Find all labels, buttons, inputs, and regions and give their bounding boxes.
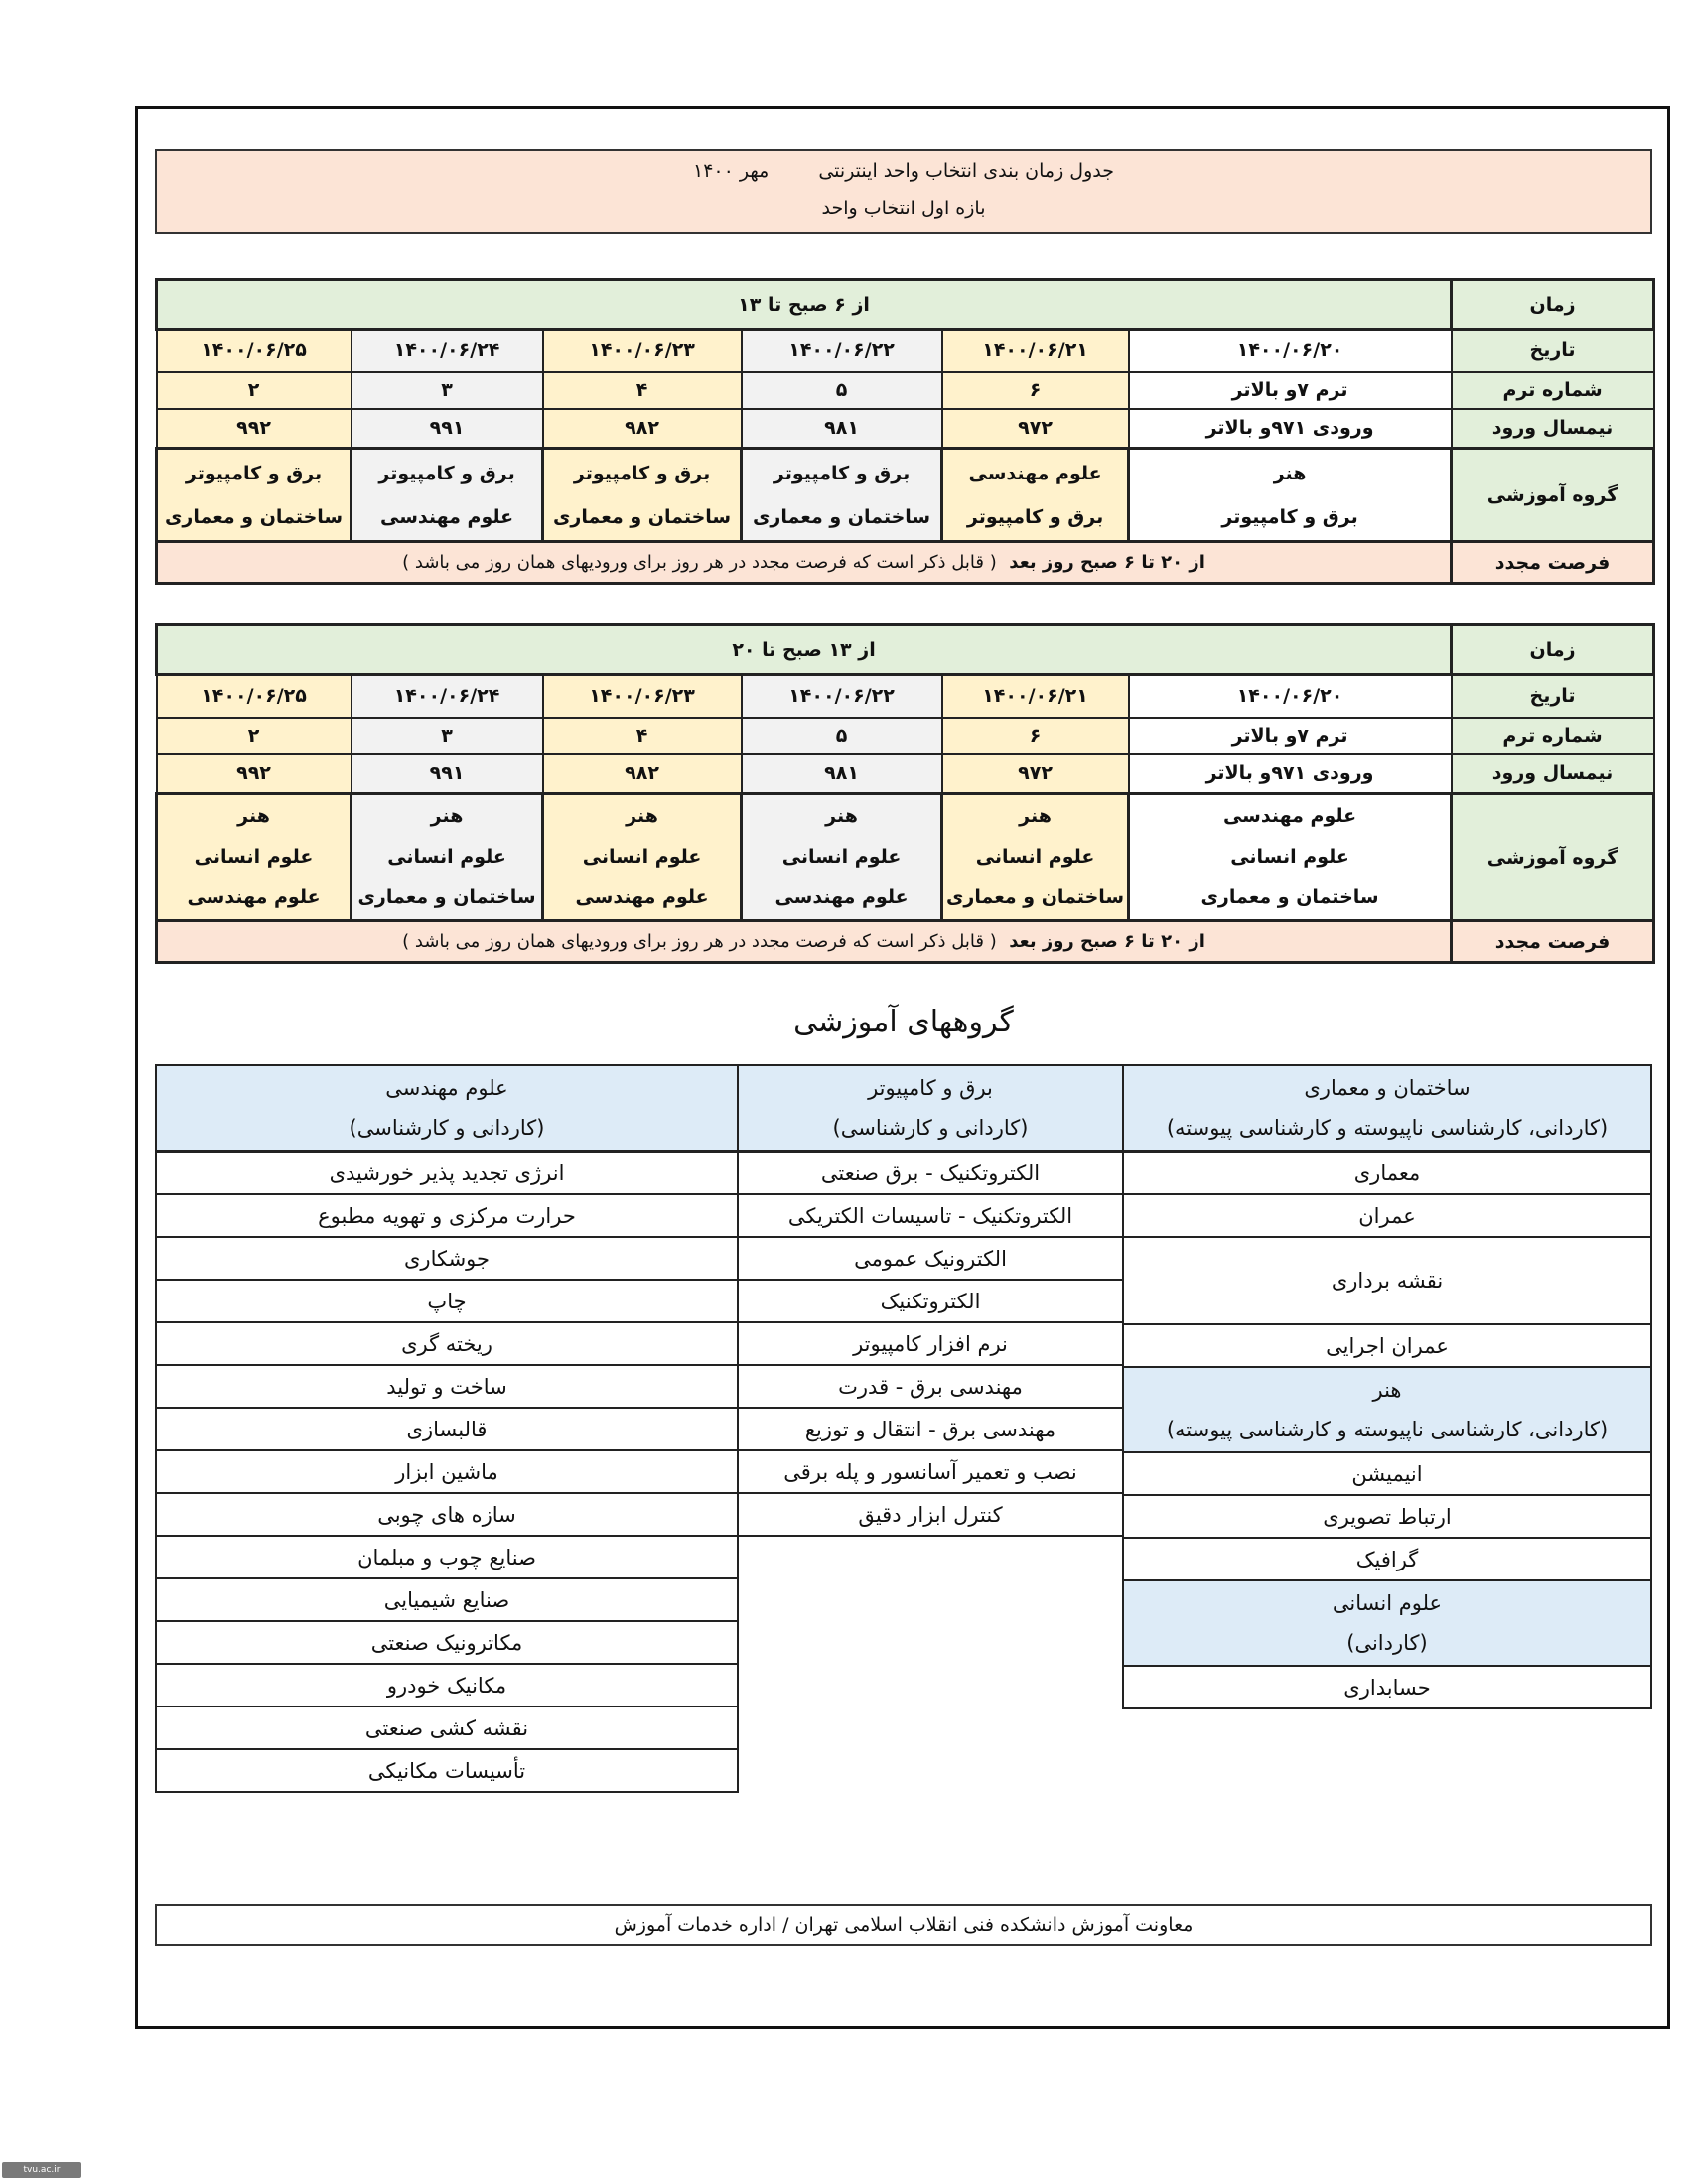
list-item: معماری (1123, 1152, 1651, 1195)
group-cell: علوم مهندسی برق و کامپیوتر (942, 449, 1129, 542)
groups-column-construction (1122, 1064, 1652, 1709)
list-item: چاپ (156, 1280, 738, 1322)
group-cell: برق و کامپیوتر ساختمان و معماری (543, 449, 742, 542)
date-cell: ۱۴۰۰/۰۶/۲۴ (352, 330, 543, 372)
list-item: ساخت و تولید (156, 1365, 738, 1408)
entry-cell: ۹۷۲ (942, 409, 1129, 449)
entry-cell: ورودی ۹۷۱و بالاتر (1129, 409, 1452, 449)
group-header: علوم مهندسی (کاردانی و کارشناسی) (156, 1065, 738, 1152)
list-item: ارتباط تصویری (1123, 1495, 1651, 1538)
label-retry: فرصت مجدد (1452, 542, 1654, 584)
group-header: هنر (کاردانی، کارشناسی ناپیوسته و کارشناسی پیوسته) (1123, 1367, 1651, 1452)
entry-cell: ۹۹۲ (157, 754, 352, 794)
group-cell: برق و کامپیوتر ساختمان و معماری (742, 449, 942, 542)
list-item: حسابداری (1123, 1666, 1651, 1708)
list-item: گرافیک (1123, 1538, 1651, 1580)
label-date: تاریخ (1452, 330, 1654, 372)
term-cell: ترم ۷و بالاتر (1129, 372, 1452, 409)
group-cell: هنر برق و کامپیوتر (1129, 449, 1452, 542)
label-time: زمان (1452, 625, 1654, 675)
list-item: انیمیشن (1123, 1452, 1651, 1495)
term-cell: ۴ (543, 372, 742, 409)
list-item: الکتروتکنیک - تاسیسات الکتریکی (738, 1194, 1123, 1237)
entry-cell: ۹۹۲ (157, 409, 352, 449)
date-cell: ۱۴۰۰/۰۶/۲۱ (942, 330, 1129, 372)
entry-cell: ۹۹۱ (352, 409, 543, 449)
entry-cell: ۹۸۲ (543, 754, 742, 794)
entry-cell: ورودی ۹۷۱و بالاتر (1129, 754, 1452, 794)
header-date: مهر ۱۴۰۰ (693, 160, 770, 182)
label-time: زمان (1452, 280, 1654, 330)
list-item: مهندسی برق - انتقال و توزیع (738, 1408, 1123, 1450)
footer-box (155, 1904, 1652, 1946)
retry-text: از ۲۰ تا ۶ صبح روز بعد ( قابل ذکر است که فرصت مجدد در هر روز برای ورودیهای همان روز می باشد ) (157, 542, 1452, 584)
date-cell: ۱۴۰۰/۰۶/۲۱ (942, 675, 1129, 718)
term-cell: ۳ (352, 372, 543, 409)
group-cell: هنر علوم انسانی علوم مهندسی (742, 794, 942, 921)
groups-column-electrical (737, 1064, 1124, 1537)
list-item: الکتروتکنیک (738, 1280, 1123, 1322)
term-cell: ۲ (157, 372, 352, 409)
label-entry: نیمسال ورود (1452, 409, 1654, 449)
label-group: گروه آموزشی (1452, 794, 1654, 921)
label-term: شماره ترم (1452, 718, 1654, 754)
date-cell: ۱۴۰۰/۰۶/۲۲ (742, 675, 942, 718)
list-item: ماشین ابزار (156, 1450, 738, 1493)
list-item: نقشه برداری (1123, 1237, 1651, 1324)
groups-title: گروههای آموزشی (793, 1005, 1014, 1039)
list-item: مکاترونیک صنعتی (156, 1621, 738, 1664)
group-cell: برق و کامپیوتر علوم مهندسی (352, 449, 543, 542)
list-item: مهندسی برق - قدرت (738, 1365, 1123, 1408)
time-range: از ۶ صبح تا ۱۳ (157, 280, 1452, 330)
list-item: الکتروتکنیک - برق صنعتی (738, 1152, 1123, 1195)
schedule-table-1 (155, 278, 1655, 585)
list-item: حرارت مرکزی و تهویه مطبوع (156, 1194, 738, 1237)
group-cell: علوم مهندسی علوم انسانی ساختمان و معماری (1129, 794, 1452, 921)
list-item: تأسیسات مکانیکی (156, 1749, 738, 1792)
list-item: الکترونیک عمومی (738, 1237, 1123, 1280)
date-cell: ۱۴۰۰/۰۶/۲۵ (157, 330, 352, 372)
entry-cell: ۹۸۱ (742, 754, 942, 794)
list-item: صنایع چوب و مبلمان (156, 1536, 738, 1578)
date-cell: ۱۴۰۰/۰۶/۲۰ (1129, 330, 1452, 372)
term-cell: ۵ (742, 372, 942, 409)
list-item: عمران (1123, 1194, 1651, 1237)
list-item: سازه های چوبی (156, 1493, 738, 1536)
list-item: مکانیک خودرو (156, 1664, 738, 1706)
list-item: نرم افزار کامپیوتر (738, 1322, 1123, 1365)
term-cell: ۶ (942, 372, 1129, 409)
time-range: از ۱۳ صبح تا ۲۰ (157, 625, 1452, 675)
label-retry: فرصت مجدد (1452, 921, 1654, 963)
group-header: برق و کامپیوتر (کاردانی و کارشناسی) (738, 1065, 1123, 1152)
term-cell: ۴ (543, 718, 742, 754)
group-cell: هنر علوم انسانی علوم مهندسی (157, 794, 352, 921)
list-item: انرژی تجدید پذیر خورشیدی (156, 1152, 738, 1195)
entry-cell: ۹۸۲ (543, 409, 742, 449)
list-item: نقشه کشی صنعتی (156, 1706, 738, 1749)
list-item: صنایع شیمیایی (156, 1578, 738, 1621)
group-cell: هنر علوم انسانی ساختمان و معماری (942, 794, 1129, 921)
date-cell: ۱۴۰۰/۰۶/۲۳ (543, 330, 742, 372)
list-item: قالبسازی (156, 1408, 738, 1450)
date-cell: ۱۴۰۰/۰۶/۲۲ (742, 330, 942, 372)
label-date: تاریخ (1452, 675, 1654, 718)
date-cell: ۱۴۰۰/۰۶/۲۰ (1129, 675, 1452, 718)
group-cell: برق و کامپیوتر ساختمان و معماری (157, 449, 352, 542)
label-entry: نیمسال ورود (1452, 754, 1654, 794)
label-group: گروه آموزشی (1452, 449, 1654, 542)
group-cell: هنر علوم انسانی علوم مهندسی (543, 794, 742, 921)
term-cell: ترم ۷و بالاتر (1129, 718, 1452, 754)
groups-column-engineering (155, 1064, 739, 1793)
term-cell: ۵ (742, 718, 942, 754)
list-item: نصب و تعمیر آسانسور و پله برقی (738, 1450, 1123, 1493)
schedule-table-2 (155, 623, 1655, 964)
list-item: کنترل ابزار دقیق (738, 1493, 1123, 1536)
header-box (155, 149, 1652, 234)
list-item: ریخته گری (156, 1322, 738, 1365)
footer-text: معاونت آموزش دانشکده فنی انقلاب اسلامی تهران / اداره خدمات آموزش (614, 1914, 1194, 1936)
term-cell: ۳ (352, 718, 543, 754)
group-cell: هنر علوم انسانی ساختمان و معماری (352, 794, 543, 921)
entry-cell: ۹۷۲ (942, 754, 1129, 794)
watermark-badge: tvu.ac.ir (2, 2162, 81, 2178)
header-subtitle: بازه اول انتخاب واحد (821, 198, 986, 219)
date-cell: ۱۴۰۰/۰۶/۲۳ (543, 675, 742, 718)
date-cell: ۱۴۰۰/۰۶/۲۴ (352, 675, 543, 718)
group-header: علوم انسانی (کاردانی) (1123, 1580, 1651, 1666)
header-title: جدول زمان بندی انتخاب واحد اینترنتی (818, 160, 1114, 182)
list-item: جوشکاری (156, 1237, 738, 1280)
date-cell: ۱۴۰۰/۰۶/۲۵ (157, 675, 352, 718)
group-header: ساختمان و معماری (کاردانی، کارشناسی ناپیوسته و کارشناسی پیوسته) (1123, 1065, 1651, 1152)
entry-cell: ۹۹۱ (352, 754, 543, 794)
entry-cell: ۹۸۱ (742, 409, 942, 449)
list-item: عمران اجرایی (1123, 1324, 1651, 1367)
term-cell: ۲ (157, 718, 352, 754)
label-term: شماره ترم (1452, 372, 1654, 409)
term-cell: ۶ (942, 718, 1129, 754)
retry-text: از ۲۰ تا ۶ صبح روز بعد ( قابل ذکر است که فرصت مجدد در هر روز برای ورودیهای همان روز می باشد ) (157, 921, 1452, 963)
